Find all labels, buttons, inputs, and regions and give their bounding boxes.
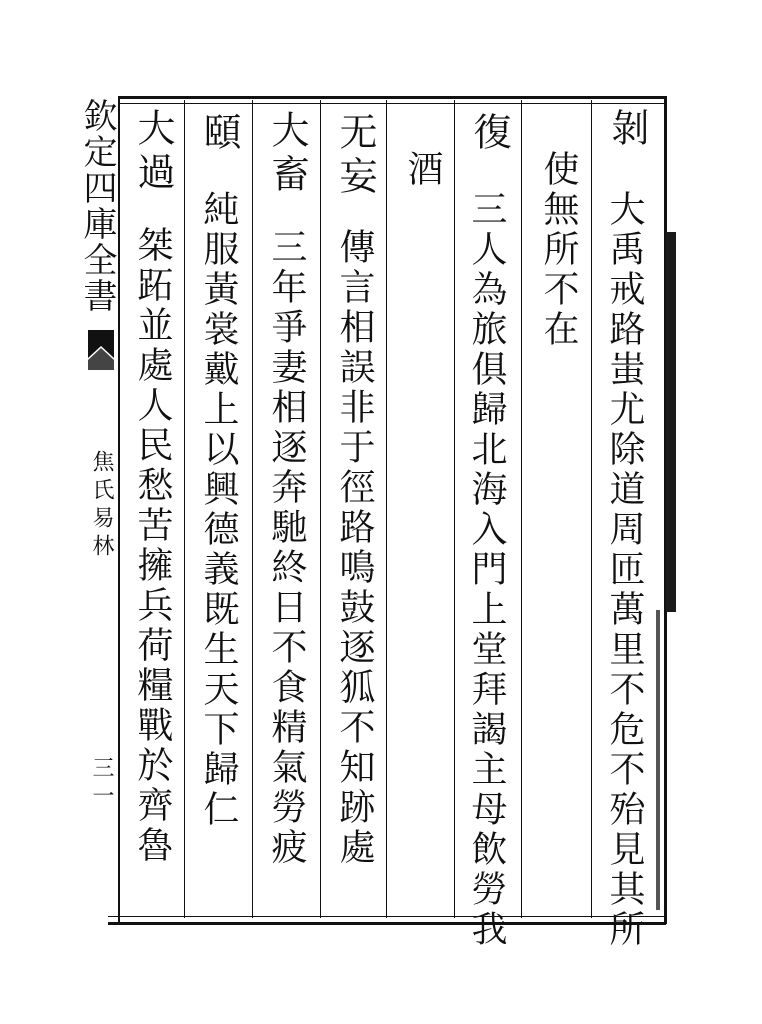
column-rule <box>386 100 387 918</box>
fishtail-mark-icon <box>86 328 116 372</box>
hexagram-heading-bo: 剝 <box>605 108 649 152</box>
bottom-border <box>108 922 666 925</box>
column-rule <box>320 100 321 918</box>
verse-line: 三年爭妻相逐奔馳終日不食精氣勞疲 <box>266 228 307 868</box>
column-rule <box>454 100 455 918</box>
verse-line: 三人為旅俱歸北海入門上堂拜謁主母飲勞我 <box>466 190 507 950</box>
verse-line: 大禹戒路蚩尤除道周匝萬里不危不殆見其所 <box>604 190 645 950</box>
hexagram-heading-yi: 頤 <box>197 112 241 156</box>
column-rule <box>184 100 185 918</box>
hexagram-heading-daguo: 大過 <box>131 108 175 196</box>
left-border <box>118 96 120 924</box>
top-border-thin <box>118 103 666 104</box>
collection-title: 欽定四庫全書 <box>77 98 117 314</box>
hexagram-heading-wuwang: 无妄 <box>333 112 377 200</box>
hexagram-heading-fu: 復 <box>467 112 511 156</box>
column-rule <box>252 100 253 918</box>
column-rule <box>521 100 522 918</box>
verse-line: 桀跖並處人民愁苦擁兵荷糧戰於齊魯 <box>132 226 173 866</box>
bottom-border-thin <box>108 916 666 917</box>
verse-line: 純服黃裳戴上以興德義既生天下歸仁 <box>198 190 239 830</box>
top-border <box>118 96 666 99</box>
hexagram-heading-daxu: 大畜 <box>265 110 309 198</box>
book-title: 焦氏易林 <box>89 450 114 562</box>
binding-edge-mark <box>666 232 676 612</box>
verse-continuation: 使無所不在 <box>538 150 579 350</box>
page-number: 三一 <box>89 756 114 812</box>
binding-edge-mark-small <box>656 610 660 910</box>
column-rule <box>591 100 592 918</box>
verse-continuation: 酒 <box>402 150 443 190</box>
verse-line: 傳言相誤非于徑路鳴鼓逐狐不知跡處 <box>334 228 375 868</box>
